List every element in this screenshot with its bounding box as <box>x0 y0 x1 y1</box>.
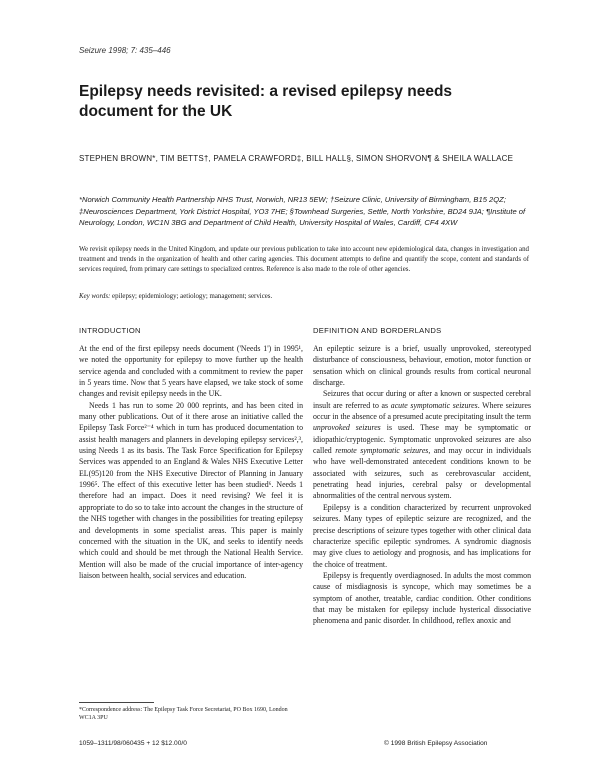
p2-text-d: , and may occur in individuals who have well-demonstrated antecedent conditions known to be associated with seizures, such as cerebrovascular accident, penetrating head injuries, cerebral palsy or developmental abnormalities of the central nervous system. <box>313 446 532 501</box>
correspondence-footnote: *Correspondence address: The Epilepsy Task Force Secretariat, PO Box 1690, London WC1A 3PU <box>79 707 288 721</box>
intro-paragraph-2: Needs 1 has run to some 20 000 reprints, and has been cited in many other publications. Out of it there arose an initiative called the Epilepsy Task Force²⁻⁴ which in turn has produced documentation to assist health managers and planners in developing epilepsy services²,³, using Needs 1 as its basis. The Task Force Specification for Epilepsy Services was appended to an England & Wales NHS Executive Letter EL(95)120 from the NHS Executive Director of Planning in January 1996⁵. The effect of this executive letter has been studied⁶. Needs 1 therefore had an impact. Does it need revising? We feel it is appropriate to do so to take into account the changes in the structure of the NHS together with changes in the possibilities for treating epilepsy and developments in some specialist areas. This paper is mainly concerned with the situation in the UK, and seeks to identify needs which could and should be met through the National Health Service. Mention will also be made of the crucial importance of inter-agency liaison between health, social services and education. <box>79 400 303 580</box>
right-column <box>313 343 531 627</box>
author-list: STEPHEN BROWN*, TIM BETTS†, PAMELA CRAWFORD‡, BILL HALL§, SIMON SHORVON¶ & SHEILA WALLACE <box>79 154 514 163</box>
definition-paragraph-3: Epilepsy is a condition characterized by recurrent unprovoked seizures. Many types of epileptic seizure are recognized, and the precise descriptions of seizure types together with other clinical data characterize specific epileptic syndromes. A syndromic diagnosis may give clues to aetiology and prognosis, and has implications for the choice of treatment. <box>313 502 531 569</box>
p2-text-a: Seizures that occur during or after a known or suspected cerebral insult are referred to as <box>313 389 531 410</box>
intro-paragraph-1: At the end of the first epilepsy needs document ('Needs 1') in 1995¹, we noted the opportunity for epilepsy to move further up the health service agenda and concluded with a commitment to review the paper in 5 years time. Now that 5 years have elapsed, we take stock of some changes and revisit epilepsy needs in the UK. <box>79 344 303 399</box>
introduction-heading: INTRODUCTION <box>79 326 141 335</box>
left-column <box>79 343 303 581</box>
definition-paragraph-1: An epileptic seizure is a brief, usually unprovoked, stereotyped disturbance of consciousness, behaviour, emotion, motor function or sensation which on clinical grounds results from cortical neuronal discharge. <box>313 344 531 388</box>
p2-text-b: . Where seizures occur in the absence of a presumed acute precipitating insult the term <box>313 400 532 422</box>
p2-term-unprovoked: unprovoked seizures <box>313 423 381 433</box>
keywords-label: Key words: <box>79 293 111 300</box>
journal-citation: Seizure 1998; 7: 435–446 <box>79 46 171 55</box>
article-title: Epilepsy needs revisited: a revised epilepsy needs document for the UK <box>79 83 453 120</box>
affiliations: *Norwich Community Health Partnership NHS Trust, Norwich, NR13 5EW; †Seizure Clinic, University of Birmingham, B15 2QZ; ‡Neurosciences Department, York District Hospital, YO3 7HE; §Townhead Surgeries, Settle, North Yorkshire, BD24 9JA; ¶Institute of Neurology, London, WC1N 3BG and Department of Child Health, University Hospital of Wales, Cardiff, CF4 4XW <box>79 195 526 227</box>
p2-term-remote: remote symptomatic seizures <box>335 446 429 456</box>
definition-paragraph-2 <box>313 388 531 501</box>
footnote-rule <box>79 702 154 703</box>
issn-line: 1059–1311/98/060435 + 12 $12.00/0 <box>79 740 187 747</box>
keywords-text: epilepsy; epidemiology; aetiology; management; services. <box>110 293 273 300</box>
copyright-line: © 1998 British Epilepsy Association <box>384 740 488 747</box>
p2-term-acute: acute symptomatic seizures <box>390 400 478 410</box>
keywords <box>79 292 529 302</box>
definition-paragraph-4: Epilepsy is frequently overdiagnosed. In adults the most common cause of misdiagnosis is syncope, which may sometimes be a symptom of another, treatable, cardiac condition. Other conditions that may be mistaken for epilepsy include hysterical dissociative phenomena and panic disorder. In childhood, reflex anoxic and <box>313 570 531 626</box>
p2-text-c: is used. These may be symptomatic or idiopathic/cryptogenic. Symptomatic unprovoked seizures are also called <box>313 423 531 456</box>
abstract: We revisit epilepsy needs in the United Kingdom, and update our previous publication to take into account new epidemiological data, changes in investigation and treatment and trends in the organization of health and other caring agencies. This document attempts to define and quantify the scope, content and standards of services required, from primary care settings to specialized centres. Reference is also made to the role of other agencies. <box>79 246 529 273</box>
definition-heading: DEFINITION AND BORDERLANDS <box>313 326 442 335</box>
